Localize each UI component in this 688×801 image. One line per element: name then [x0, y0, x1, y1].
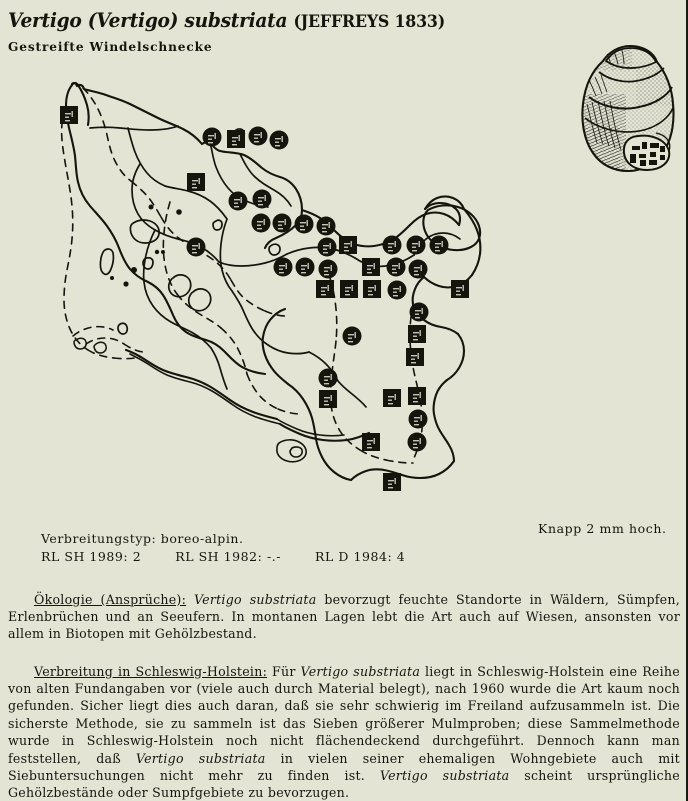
- marker-notch: [344, 247, 348, 248]
- marker-notch: [367, 265, 373, 266]
- marker-notch: [413, 444, 417, 445]
- marker-notch: [388, 243, 394, 244]
- map-marker-circle[interactable]: [383, 236, 402, 255]
- marker-notch: [300, 229, 305, 230]
- map-marker-square[interactable]: [362, 433, 380, 451]
- marker-notch: [463, 285, 464, 291]
- distribution-type: Verbreitungstyp: boreo-alpin.: [41, 531, 244, 546]
- marker-notch: [321, 294, 326, 295]
- marker-notch: [392, 265, 398, 266]
- marker-notch: [412, 247, 416, 248]
- marker-notch: [395, 478, 396, 484]
- map-marker-circle[interactable]: [319, 260, 338, 279]
- marker-notch: [301, 269, 305, 270]
- marker-notch: [275, 142, 279, 143]
- marker-notch: [352, 285, 353, 291]
- map-marker-circle[interactable]: [296, 258, 315, 277]
- marker-notch: [239, 135, 240, 141]
- marker-notch: [413, 398, 417, 399]
- map-marker-circle[interactable]: [410, 303, 429, 322]
- marker-notch: [413, 332, 419, 333]
- marker-notch: [275, 145, 280, 146]
- marker-notch: [388, 484, 392, 485]
- taxon-meta-block: [41, 530, 405, 566]
- marker-notch: [65, 120, 70, 121]
- oekologie-text-1: bevorzugt feuchte Standorte in Wäldern, Sümpfen, Erlenbrüchen und an Seeufern. In montanen Lagen lebt die Art auch auf Wiesen, ansonsten vor allem in Biotopen mit Gehölzbestand.: [8, 591, 680, 642]
- marker-notch: [367, 447, 372, 448]
- marker-notch: [392, 272, 397, 273]
- marker-notch: [388, 480, 394, 481]
- marker-notch: [324, 397, 330, 398]
- marker-notch: [367, 272, 372, 273]
- marker-notch: [300, 222, 306, 223]
- marker-notch: [420, 438, 421, 444]
- marker-notch: [442, 241, 443, 247]
- marker-notch: [419, 241, 420, 247]
- marker-notch: [279, 269, 283, 270]
- marker-notch: [374, 438, 375, 444]
- marker-notch: [348, 338, 352, 339]
- marker-notch: [367, 440, 373, 441]
- verbreitung-species-2: Vertigo substriata: [135, 750, 266, 766]
- map-marker-square[interactable]: [451, 280, 469, 298]
- marker-notch: [399, 263, 400, 269]
- marker-notch: [435, 243, 441, 244]
- rl-sh-1989: RL SH 1989: 2: [41, 549, 142, 564]
- marker-notch: [257, 221, 263, 222]
- marker-notch: [421, 415, 422, 421]
- marker-notch: [351, 241, 352, 247]
- marker-notch: [72, 111, 73, 117]
- marker-notch: [388, 396, 394, 397]
- marker-notch: [279, 265, 285, 266]
- map-marker-circle[interactable]: [387, 258, 406, 277]
- marker-notch: [261, 132, 262, 138]
- marker-notch: [331, 374, 332, 380]
- marker-notch: [422, 308, 423, 314]
- distribution-map-schleswig-holstein: [40, 82, 540, 492]
- marker-notch: [368, 294, 373, 295]
- marker-notch: [393, 292, 397, 293]
- map-marker-square[interactable]: [363, 280, 381, 298]
- map-marker-circle[interactable]: [409, 410, 428, 429]
- map-markers-layer: [60, 106, 469, 491]
- marker-notch: [199, 178, 200, 184]
- marker-notch: [324, 267, 330, 268]
- marker-notch: [328, 285, 329, 291]
- marker-notch: [367, 269, 371, 270]
- marker-notch: [322, 228, 326, 229]
- marker-notch: [395, 394, 396, 400]
- map-marker-circle[interactable]: [409, 260, 428, 279]
- marker-notch: [301, 265, 307, 266]
- marker-notch: [348, 341, 353, 342]
- marker-notch: [411, 359, 415, 360]
- oekologie-lead: Ökologie (Ansprüche):: [34, 591, 187, 607]
- oekologie-species-1: Vertigo substriata: [193, 591, 317, 607]
- marker-notch: [435, 247, 439, 248]
- verbreitung-text-2: liegt in Schleswig-Holstein eine Reihe von alten Fundangaben vor (viele auch durch Material belegt), nach 1960 wurde die Art kaum noch gefunden. Sicher liegt dies auch daran, daß sie sehr schwierig im Freiland aufzusammeln ist. Die sicherste Methode, sie zu sammeln ist das Sieben größerer Mulmproben; diese Sammelmethode wurde in Schleswig-Holstein noch nicht flächendeckend durchgeführt. Dennoch kann man feststellen, daß: [8, 663, 680, 766]
- marker-notch: [345, 294, 350, 295]
- marker-notch: [345, 287, 351, 288]
- marker-notch: [388, 247, 392, 248]
- map-marker-circle[interactable]: [229, 192, 248, 211]
- marker-notch: [324, 383, 329, 384]
- section-verbreitung: [8, 663, 680, 801]
- marker-notch: [456, 294, 461, 295]
- marker-notch: [456, 287, 462, 288]
- marker-notch: [414, 271, 418, 272]
- marker-notch: [330, 243, 331, 249]
- verbreitung-text-1: Für: [267, 663, 301, 679]
- marker-notch: [258, 197, 264, 198]
- marker-notch: [300, 226, 304, 227]
- map-marker-circle[interactable]: [187, 238, 206, 257]
- marker-notch: [413, 339, 418, 340]
- marker-notch: [241, 197, 242, 203]
- marker-notch: [420, 330, 421, 336]
- marker-notch: [324, 274, 329, 275]
- marker-notch: [254, 141, 259, 142]
- marker-notch: [368, 287, 374, 288]
- marker-notch: [415, 317, 420, 318]
- marker-notch: [412, 243, 418, 244]
- red-list-row: [41, 548, 405, 566]
- marker-notch: [232, 141, 236, 142]
- marker-notch: [345, 291, 349, 292]
- marker-notch: [232, 144, 237, 145]
- verbreitung-lead: Verbreitung in Schleswig-Holstein:: [34, 663, 268, 679]
- map-marker-circle[interactable]: [274, 258, 293, 277]
- map-marker-circle[interactable]: [295, 215, 314, 234]
- verbreitung-text-3: in vielen seiner ehemaligen Wohngebiete auch mit Siebuntersuchungen nicht mehr zu finden ist.: [8, 750, 680, 784]
- marker-notch: [414, 424, 419, 425]
- marker-notch: [329, 222, 330, 228]
- rl-d-1984: RL D 1984: 4: [315, 549, 406, 564]
- marker-notch: [232, 137, 238, 138]
- marker-notch: [234, 206, 239, 207]
- marker-notch: [282, 136, 283, 142]
- marker-notch: [414, 417, 420, 418]
- marker-notch: [321, 291, 325, 292]
- marker-notch: [395, 241, 396, 247]
- marker-notch: [286, 263, 287, 269]
- map-marker-circle[interactable]: [249, 127, 268, 146]
- marker-notch: [323, 252, 328, 253]
- verbreitung-text-4: scheint ursprüngliche Gehölzbestände oder Sumpfgebiete zu bevorzugen.: [8, 768, 680, 801]
- marker-notch: [411, 362, 416, 363]
- marker-notch: [368, 291, 372, 292]
- marker-notch: [331, 265, 332, 271]
- page-header: [8, 8, 568, 54]
- marker-notch: [420, 392, 421, 398]
- marker-notch: [418, 353, 419, 359]
- marker-notch: [192, 187, 197, 188]
- map-marker-circle[interactable]: [317, 217, 336, 236]
- marker-notch: [192, 249, 196, 250]
- marker-notch: [388, 400, 392, 401]
- marker-notch: [192, 180, 198, 181]
- marker-notch: [411, 355, 417, 356]
- marker-notch: [355, 332, 356, 338]
- marker-notch: [258, 204, 263, 205]
- marker-notch: [435, 250, 440, 251]
- marker-notch: [456, 291, 460, 292]
- marker-notch: [264, 219, 265, 225]
- map-marker-square[interactable]: [408, 387, 426, 405]
- marker-notch: [413, 447, 418, 448]
- marker-notch: [199, 243, 200, 249]
- marker-notch: [412, 250, 417, 251]
- marker-notch: [208, 142, 213, 143]
- marker-notch: [413, 394, 419, 395]
- marker-notch: [192, 252, 197, 253]
- map-marker-circle[interactable]: [270, 131, 289, 150]
- marker-notch: [393, 288, 399, 289]
- marker-notch: [258, 201, 262, 202]
- common-name: Gestreifte Windelschnecke: [8, 39, 213, 54]
- marker-notch: [285, 219, 286, 225]
- marker-notch: [421, 265, 422, 271]
- marker-notch: [367, 444, 371, 445]
- map-marker-square[interactable]: [187, 173, 205, 191]
- map-marker-circle[interactable]: [273, 214, 292, 233]
- marker-notch: [208, 135, 214, 136]
- map-marker-square[interactable]: [406, 348, 424, 366]
- marker-notch: [414, 267, 420, 268]
- marker-notch: [344, 243, 350, 244]
- marker-notch: [414, 274, 419, 275]
- marker-notch: [301, 272, 306, 273]
- marker-notch: [208, 139, 212, 140]
- title-authority: (JEFFREYS 1833): [293, 12, 446, 32]
- marker-notch: [192, 245, 198, 246]
- marker-notch: [413, 336, 417, 337]
- marker-notch: [388, 403, 393, 404]
- marker-notch: [322, 224, 328, 225]
- marker-notch: [392, 269, 396, 270]
- marker-notch: [257, 228, 262, 229]
- page-title: [8, 8, 529, 34]
- map-marker-circle[interactable]: [388, 281, 407, 300]
- marker-notch: [275, 138, 281, 139]
- map-marker-square[interactable]: [227, 130, 245, 148]
- map-marker-square[interactable]: [60, 106, 78, 124]
- marker-notch: [215, 133, 216, 139]
- marker-notch: [278, 221, 284, 222]
- title-subgenus: (Vertigo): [87, 8, 179, 32]
- map-marker-circle[interactable]: [408, 433, 427, 452]
- verbreitung-species-3: Vertigo substriata: [379, 768, 510, 784]
- marker-notch: [331, 395, 332, 401]
- marker-notch: [65, 117, 69, 118]
- map-marker-circle[interactable]: [253, 190, 272, 209]
- marker-notch: [234, 203, 238, 204]
- section-oekologie: [8, 591, 680, 643]
- title-species: substriata: [184, 8, 288, 32]
- marker-notch: [344, 250, 349, 251]
- marker-notch: [192, 184, 196, 185]
- shell-caption: Knapp 2 mm hoch.: [538, 521, 667, 536]
- marker-notch: [388, 487, 393, 488]
- marker-notch: [324, 376, 330, 377]
- snail-shell-illustration: [576, 42, 684, 174]
- map-marker-square[interactable]: [339, 236, 357, 254]
- marker-notch: [65, 113, 71, 114]
- marker-notch: [234, 199, 240, 200]
- marker-notch: [375, 285, 376, 291]
- marker-notch: [324, 401, 328, 402]
- marker-notch: [393, 295, 398, 296]
- marker-notch: [324, 380, 328, 381]
- marker-notch: [388, 250, 393, 251]
- marker-notch: [254, 134, 260, 135]
- map-marker-square[interactable]: [383, 389, 401, 407]
- map-marker-square[interactable]: [408, 325, 426, 343]
- map-marker-circle[interactable]: [343, 327, 362, 346]
- marker-notch: [278, 225, 282, 226]
- marker-notch: [348, 334, 354, 335]
- marker-notch: [324, 271, 328, 272]
- marker-notch: [307, 220, 308, 226]
- map-marker-circle[interactable]: [203, 128, 222, 147]
- map-marker-square[interactable]: [383, 473, 401, 491]
- marker-notch: [323, 249, 327, 250]
- marker-notch: [254, 138, 258, 139]
- map-marker-circle[interactable]: [407, 236, 426, 255]
- marker-notch: [415, 314, 419, 315]
- map-marker-circle[interactable]: [319, 369, 338, 388]
- marker-notch: [415, 310, 421, 311]
- marker-notch: [279, 272, 284, 273]
- map-marker-square[interactable]: [340, 280, 358, 298]
- marker-notch: [324, 404, 329, 405]
- marker-notch: [400, 286, 401, 292]
- rl-sh-1982: RL SH 1982: -.-: [175, 549, 282, 564]
- marker-notch: [413, 440, 419, 441]
- map-marker-circle[interactable]: [318, 238, 337, 257]
- marker-notch: [321, 287, 327, 288]
- map-marker-circle[interactable]: [252, 214, 271, 233]
- title-genus: Vertigo: [8, 8, 82, 32]
- marker-notch: [308, 263, 309, 269]
- map-marker-square[interactable]: [316, 280, 334, 298]
- marker-notch: [257, 225, 261, 226]
- map-marker-square[interactable]: [319, 390, 337, 408]
- marker-notch: [323, 245, 329, 246]
- marker-notch: [374, 263, 375, 269]
- map-marker-circle[interactable]: [430, 236, 449, 255]
- verbreitung-species-1: Vertigo substriata: [300, 663, 421, 679]
- marker-notch: [322, 231, 327, 232]
- marker-notch: [265, 195, 266, 201]
- marker-notch: [413, 401, 418, 402]
- map-marker-square[interactable]: [362, 258, 380, 276]
- marker-notch: [414, 421, 418, 422]
- marker-notch: [278, 228, 283, 229]
